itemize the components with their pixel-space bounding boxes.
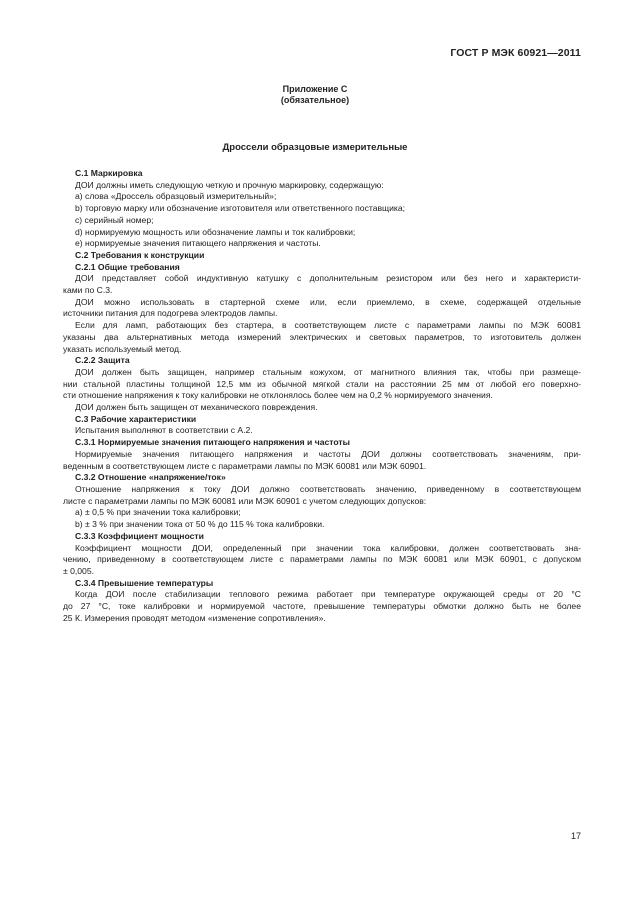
text-line: источники питания для подогрева электродов лампы. [63, 308, 278, 319]
annex-status: (обязательное) [280, 95, 350, 105]
section-heading: С.2.1 Общие требования [75, 261, 180, 272]
text-line: сти отношение напряжения к току калибровки не отклонялось более чем на 0,2 % нормируемого значения. [63, 390, 493, 401]
section-heading: С.3.2 Отношение «напряжение/ток» [75, 472, 226, 483]
text-line: Нормируемые значения питающего напряжения и частоты ДОИ должны соответствовать значениям, при- [75, 448, 581, 459]
text-line: d) нормируемую мощность или обозначение лампы и ток калибровки; [75, 226, 356, 237]
text-line: ками по С.3. [63, 285, 113, 296]
text-line: Когда ДОИ после стабилизации теплового режима работает при температуре окружающей среды от 20 °С [75, 589, 581, 600]
text-line: 25 К. Измерения проводят методом «изменение сопротивления». [63, 612, 326, 623]
text-line: ДОИ должен быть защищен, например стальным кожухом, от магнитного влияния так, чтобы при размеще- [75, 366, 581, 377]
text-line: ДОИ должны иметь следующую четкую и прочную маркировку, содержащую: [75, 179, 384, 190]
text-line: Коэффициент мощности ДОИ, определенный при значении тока калибровки, должен соответствовать зна- [75, 542, 581, 553]
section-heading: С.3.4 Превышение температуры [75, 577, 214, 588]
text-line: а) ± 0,5 % при значении тока калибровки; [75, 507, 241, 518]
text-line: нии стальной пластины толщиной 12,5 мм из обычной мягкой стали на расстоянии 25 мм от любой его поверхно- [63, 378, 581, 389]
document-title: Дроссели образцовые измерительные [222, 142, 408, 153]
section-heading: С.3 Рабочие характеристики [75, 413, 197, 424]
text-line: е) нормируемые значения питающего напряжения и частоты. [75, 238, 321, 249]
text-line: b) ± 3 % при значении тока от 50 % до 115 % тока калибровки. [75, 519, 325, 530]
section-heading: С.2.2 Защита [75, 355, 130, 366]
text-line: Отношение напряжения к току ДОИ должно соответствовать значению, приведенному в соответствующем [75, 483, 581, 494]
text-line: ДОИ можно использовать в стартерной схеме или, если приемлемо, в схеме, содержащей отдельные [75, 296, 581, 307]
text-line: c) серийный номер; [75, 214, 154, 225]
text-line: ± 0,005. [63, 565, 94, 576]
text-line: чению, приведенному в соответствующем листе с параметрами лампы по МЭК 60081 или МЭК 60901, с допуском [63, 554, 581, 565]
text-line: ДОИ должен быть защищен от механического повреждения. [75, 402, 318, 413]
text-line: веденным в соответствующем листе с параметрами лампы по МЭК 60081 или МЭК 60901. [63, 460, 427, 471]
text-line: b) торговую марку или обозначение изготовителя или ответственного поставщика; [75, 203, 406, 214]
section-heading: С.2 Требования к конструкции [75, 249, 205, 260]
page-number: 17 [570, 831, 581, 841]
text-line: а) слова «Дроссель образцовый измерительный»; [75, 191, 277, 202]
text-line: указать используемый метод. [63, 343, 182, 354]
text-line: ДОИ представляет собой индуктивную катушку с дополнительным резистором или без него и характеристи- [75, 273, 581, 284]
section-heading: С.1 Маркировка [75, 168, 143, 178]
text-line: Если для ламп, работающих без стартера, в соответствующем листе с параметрами лампы по МЭК 60081 [75, 320, 581, 331]
document-body [63, 168, 581, 624]
section-heading: С.3.1 Нормируемые значения питающего напряжения и частоты [75, 437, 350, 448]
text-line: до 27 °С, токе калибровки и нормируемой частоте, превышение температуры обмотки должно быть не более [63, 601, 581, 612]
document-header: ГОСТ Р МЭК 60921—2011 [450, 47, 581, 59]
section-heading: С.3.3 Коэффициент мощности [75, 530, 204, 541]
text-line: листе с параметрами лампы по МЭК 60081 или МЭК 60901 с учетом следующих допусков: [63, 495, 427, 506]
annex-title: Приложение С [282, 84, 348, 94]
annex-heading [0, 84, 630, 106]
text-line: Испытания выполняют в соответствии с А.2. [75, 425, 253, 436]
text-line: указаны два альтернативных метода измерений электрических и световых параметров, то изготовитель должен [63, 331, 581, 342]
